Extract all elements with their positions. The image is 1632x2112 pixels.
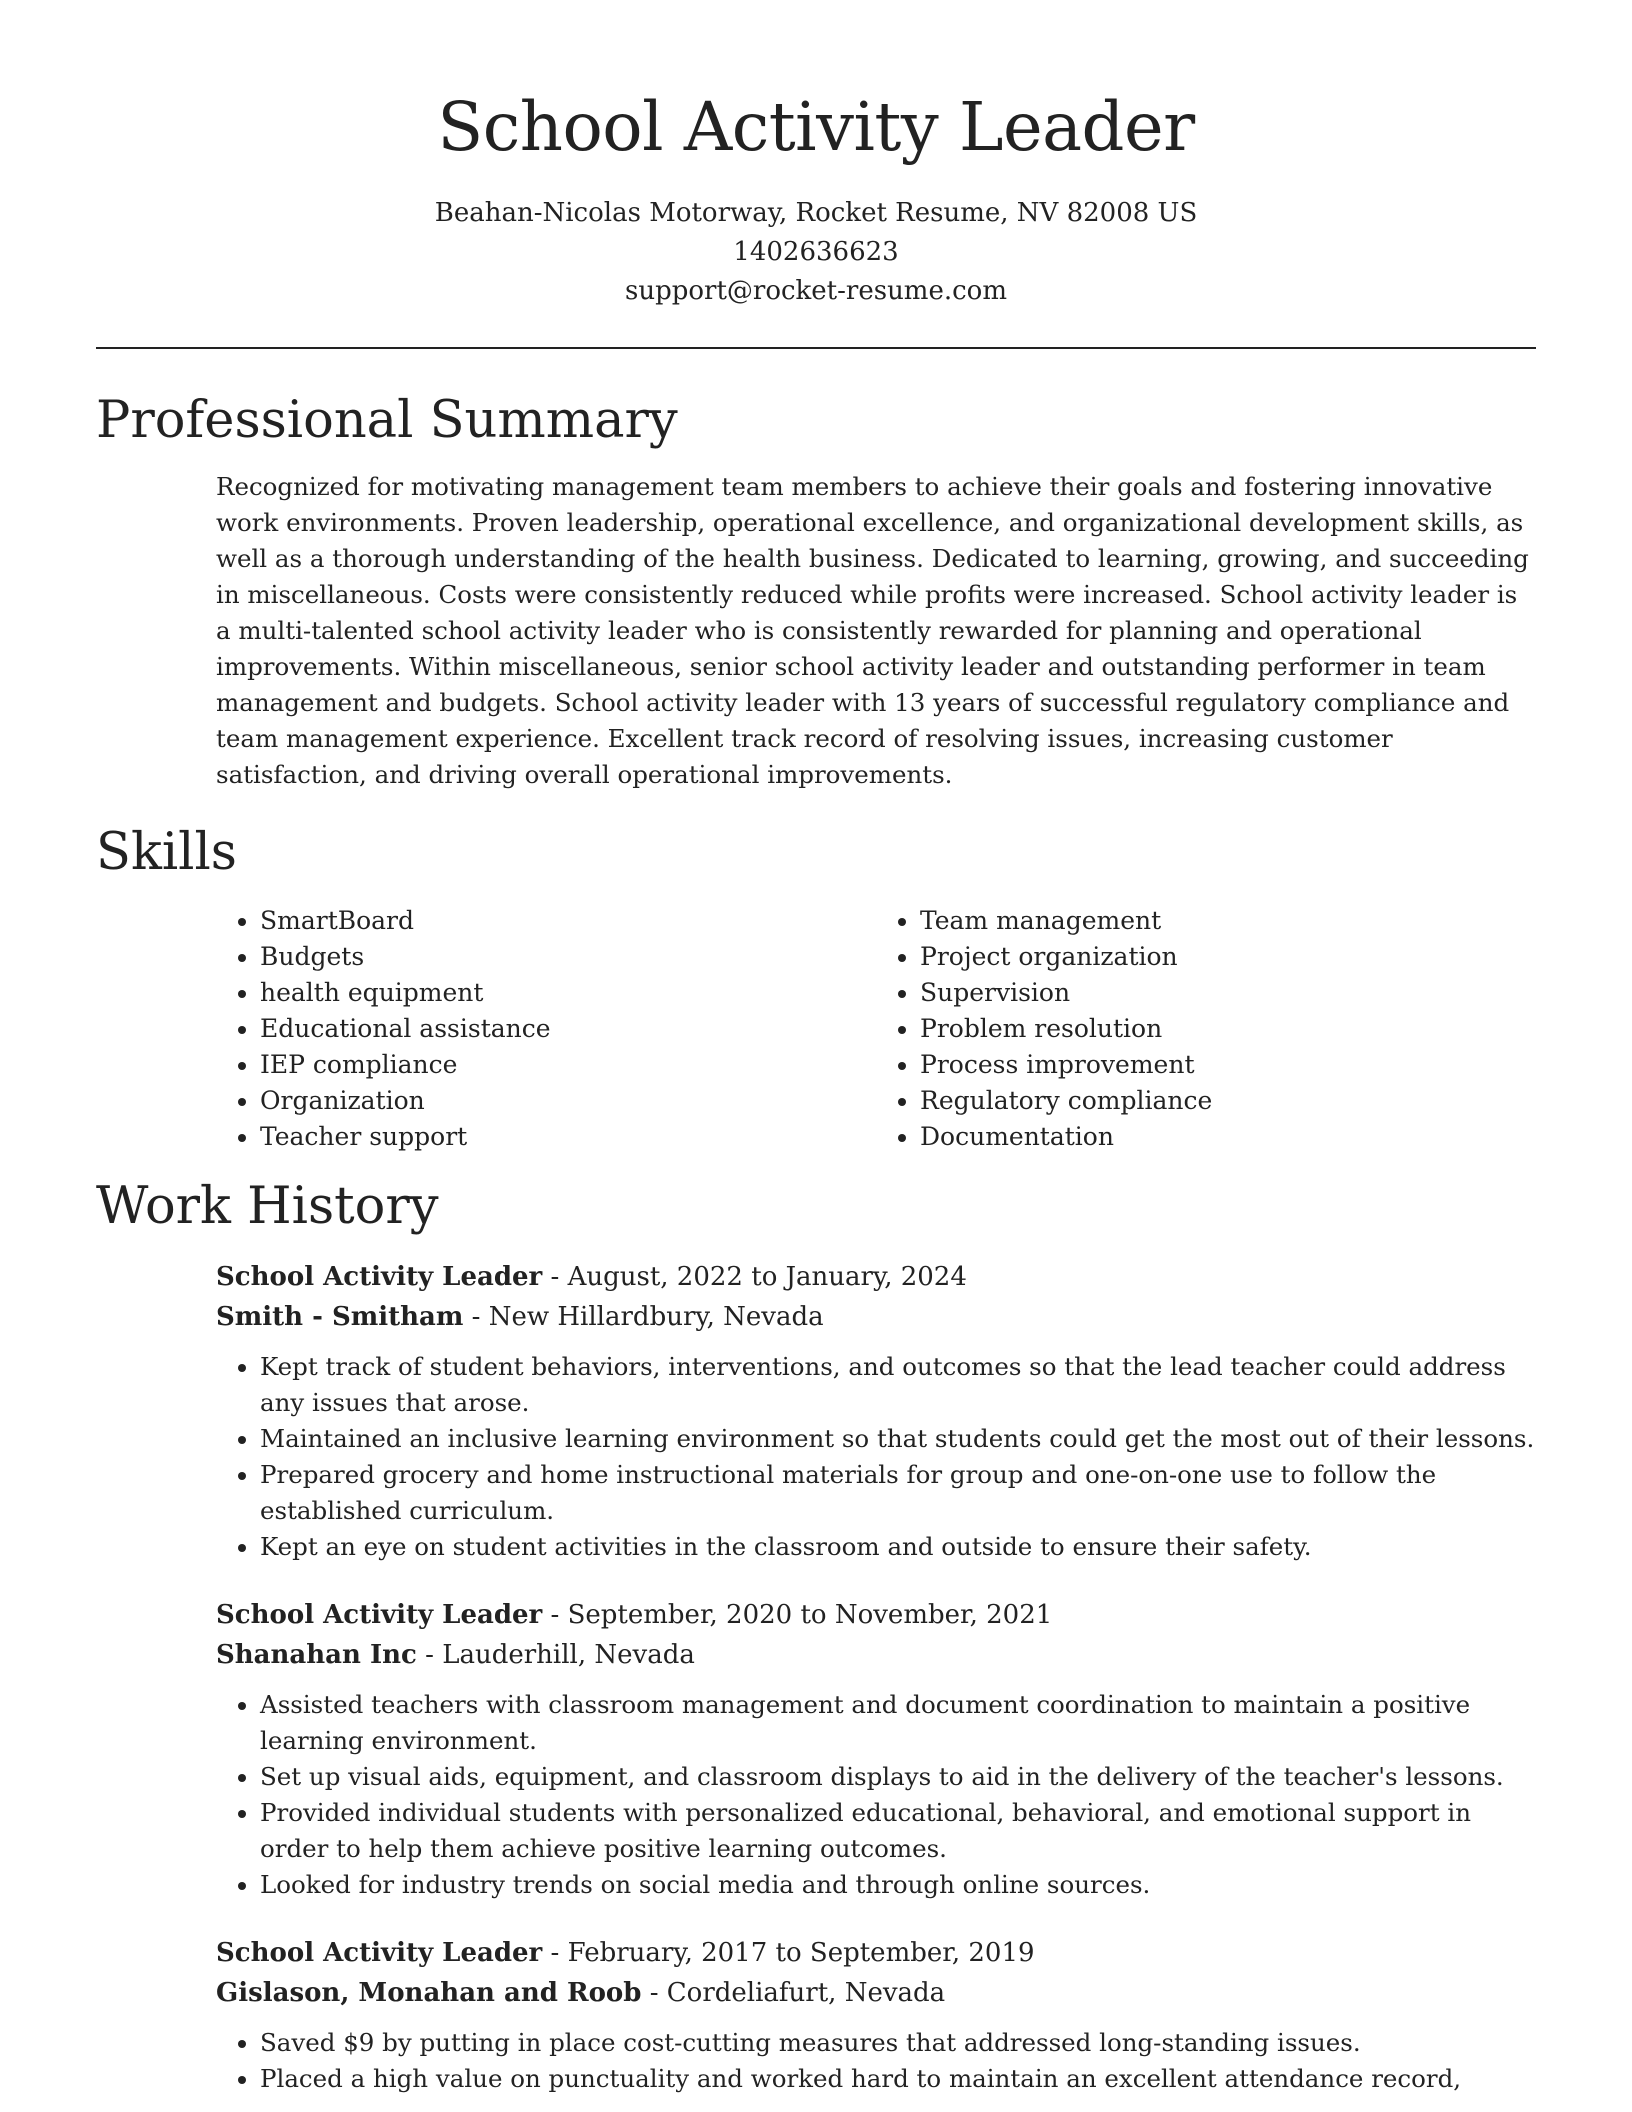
- job-location: - Lauderhill, Nevada: [416, 1640, 695, 1670]
- job-location: - Cordeliafurt, Nevada: [641, 1978, 946, 2008]
- job-entry: [216, 1595, 1536, 1903]
- job-company-line: [216, 1297, 1536, 1337]
- job-title-line: [216, 1595, 1536, 1635]
- job-bullet: • Looked for industry trends on social media and through online sources.: [260, 1867, 1536, 1903]
- skill-item: • health equipment: [260, 975, 876, 1011]
- job-company: Shanahan Inc: [216, 1640, 417, 1670]
- skills-heading: Skills: [96, 823, 237, 882]
- job-bullet: • Placed a high value on punctuality and worked hard to maintain an excellent attendance record,: [260, 2061, 1536, 2097]
- skill-item: • Regulatory compliance: [920, 1083, 1536, 1119]
- skill-item: • Problem resolution: [920, 1011, 1536, 1047]
- skill-item: • Teacher support: [260, 1119, 876, 1155]
- job-title: School Activity Leader: [216, 1262, 543, 1292]
- skill-item: • IEP compliance: [260, 1047, 876, 1083]
- job-entry: [216, 1257, 1536, 1565]
- job-bullet: • Assisted teachers with classroom management and document coordination to maintain a positive learning environment.: [260, 1687, 1536, 1759]
- contact-info: [0, 194, 1632, 311]
- job-bullets: [216, 2025, 1536, 2097]
- skill-item: • Educational assistance: [260, 1011, 876, 1047]
- skills-column-right: [876, 903, 1536, 1155]
- skill-item: • Team management: [920, 903, 1536, 939]
- job-bullets: [216, 1687, 1536, 1903]
- phone: 1402636623: [733, 237, 899, 267]
- job-bullet: • Provided individual students with personalized educational, behavioral, and emotional support in order to help them achieve positive learning outcomes.: [260, 1795, 1536, 1867]
- job-bullet: • Kept an eye on student activities in the classroom and outside to ensure their safety.: [260, 1529, 1536, 1565]
- job-title-line: [216, 1933, 1536, 1973]
- address: Beahan-Nicolas Motorway, Rocket Resume, NV 82008 US: [434, 198, 1198, 228]
- job-company: Smith - Smitham: [216, 1302, 464, 1332]
- email: support@rocket-resume.com: [624, 276, 1007, 306]
- skill-item: • Supervision: [920, 975, 1536, 1011]
- skill-item: • Process improvement: [920, 1047, 1536, 1083]
- skill-item: • Project organization: [920, 939, 1536, 975]
- resume-header: [0, 0, 1632, 311]
- job-dates: - August, 2022 to January, 2024: [542, 1262, 967, 1292]
- job-entry: [216, 1933, 1536, 2097]
- skills-column-left: [216, 903, 876, 1155]
- job-bullet: • Kept track of student behaviors, interventions, and outcomes so that the lead teacher could address any issues that arose.: [260, 1349, 1536, 1421]
- resume-name: School Activity Leader: [437, 88, 1195, 166]
- summary-heading: Professional Summary: [96, 391, 678, 450]
- work-history-heading: Work History: [96, 1177, 439, 1236]
- skill-item: • Documentation: [920, 1119, 1536, 1155]
- job-title-line: [216, 1257, 1536, 1297]
- job-dates: - February, 2017 to September, 2019: [542, 1938, 1035, 1968]
- job-location: - New Hillardbury, Nevada: [463, 1302, 824, 1332]
- skills-list: [216, 903, 1536, 1155]
- header-divider: [96, 347, 1536, 349]
- job-company-line: [216, 1635, 1536, 1675]
- job-title: School Activity Leader: [216, 1938, 543, 1968]
- job-company-line: [216, 1973, 1536, 2013]
- job-dates: - September, 2020 to November, 2021: [542, 1600, 1053, 1630]
- job-bullet: • Maintained an inclusive learning environment so that students could get the most out of their lessons.: [260, 1421, 1536, 1457]
- skill-item: • Organization: [260, 1083, 876, 1119]
- skill-item: • Budgets: [260, 939, 876, 975]
- job-bullet: • Set up visual aids, equipment, and classroom displays to aid in the delivery of the teacher's lessons.: [260, 1759, 1536, 1795]
- job-bullet: • Prepared grocery and home instructional materials for group and one-on-one use to follow the established curriculum.: [260, 1457, 1536, 1529]
- job-company: Gislason, Monahan and Roob: [216, 1978, 642, 2008]
- job-bullet: • Saved $9 by putting in place cost-cutting measures that addressed long-standing issues.: [260, 2025, 1536, 2061]
- job-bullets: [216, 1349, 1536, 1565]
- job-title: School Activity Leader: [216, 1600, 543, 1630]
- skill-item: • SmartBoard: [260, 903, 876, 939]
- summary-text: Recognized for motivating management team members to achieve their goals and fostering innovative work environments. Proven leadership, operational excellence, and organizational development skills, as well as a thorough understanding of the health business. Dedicated to learning, growing, and succeeding in miscellaneous. Costs were consistently reduced while profits were increased. School activity leader is a multi-talented school activity leader who is consistently rewarded for planning and operational improvements. Within miscellaneous, senior school activity leader and outstanding performer in team management and budgets. School activity leader with 13 years of successful regulatory compliance and team management experience. Excellent track record of resolving issues, increasing customer satisfaction, and driving overall operational improvements.: [216, 472, 1529, 789]
